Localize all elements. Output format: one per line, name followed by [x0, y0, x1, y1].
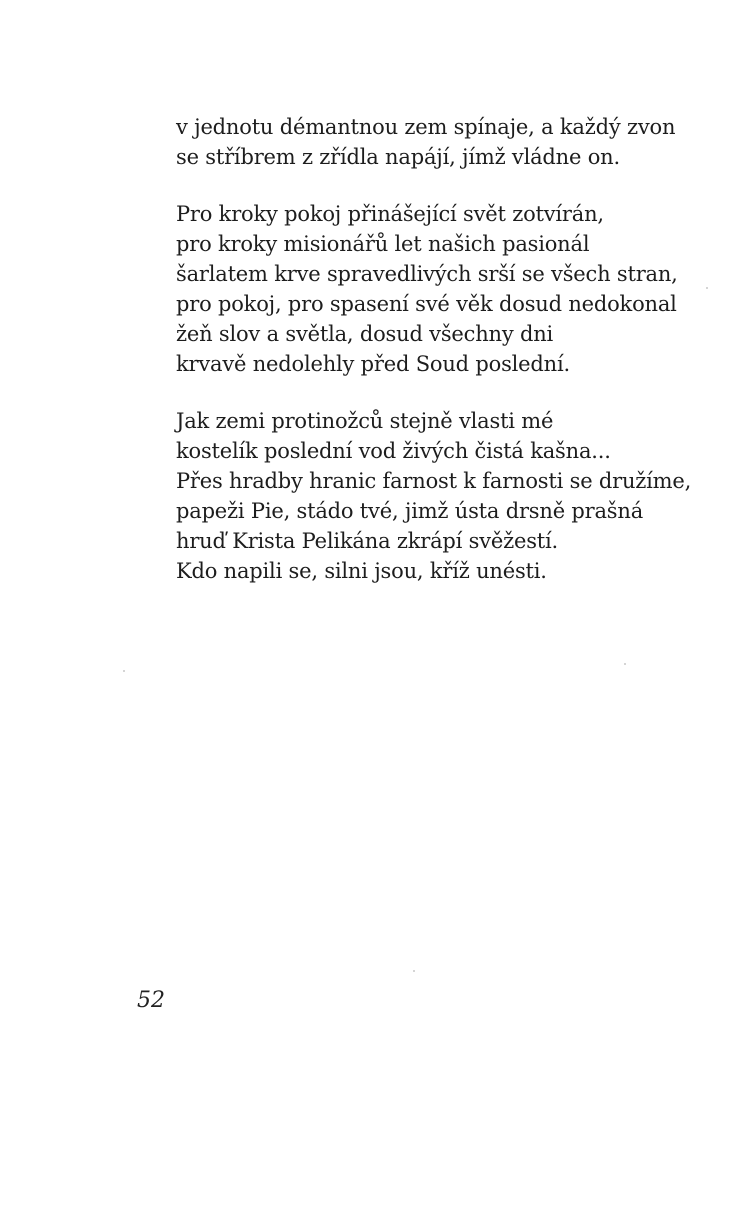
poem-line: žeň slov a světla, dosud všechny dni	[176, 322, 554, 346]
poem-line: hruď Krista Pelikána zkrápí svěžestí.	[176, 529, 559, 553]
page-number: 52	[137, 988, 165, 1013]
poem-line: krvavě nedolehly před Soud poslední.	[176, 352, 570, 376]
paper-speck	[624, 663, 626, 665]
poem-line: pro pokoj, pro spasení své věk dosud nedokonal	[176, 292, 677, 316]
paper-speck	[123, 670, 125, 672]
stanza-1	[176, 112, 676, 172]
poem-line: Pro kroky pokoj přinášející svět zotvírán,	[176, 202, 604, 226]
poem-line: v jednotu démantnou zem spínaje, a každý zvon	[176, 115, 676, 139]
poem-line: kostelík poslední vod živých čistá kašna...	[176, 439, 611, 463]
stanza-2	[176, 199, 678, 379]
paper-speck	[413, 970, 415, 972]
stanza-3	[176, 406, 692, 586]
paper-speck	[706, 287, 708, 289]
poem	[176, 112, 692, 613]
poem-line: Jak zemi protinožců stejně vlasti mé	[176, 409, 554, 433]
poem-line: papeži Pie, stádo tvé, jimž ústa drsně prašná	[176, 499, 644, 523]
poem-line: Přes hradby hranic farnost k farnosti se družíme,	[176, 469, 692, 493]
poem-line: Kdo napili se, silni jsou, kříž unésti.	[176, 559, 547, 583]
poem-line: pro kroky misionářů let našich pasionál	[176, 232, 590, 256]
poem-line: se stříbrem z zřídla napájí, jímž vládne on.	[176, 145, 620, 169]
poem-line: šarlatem krve spravedlivých srší se všech stran,	[176, 262, 678, 286]
